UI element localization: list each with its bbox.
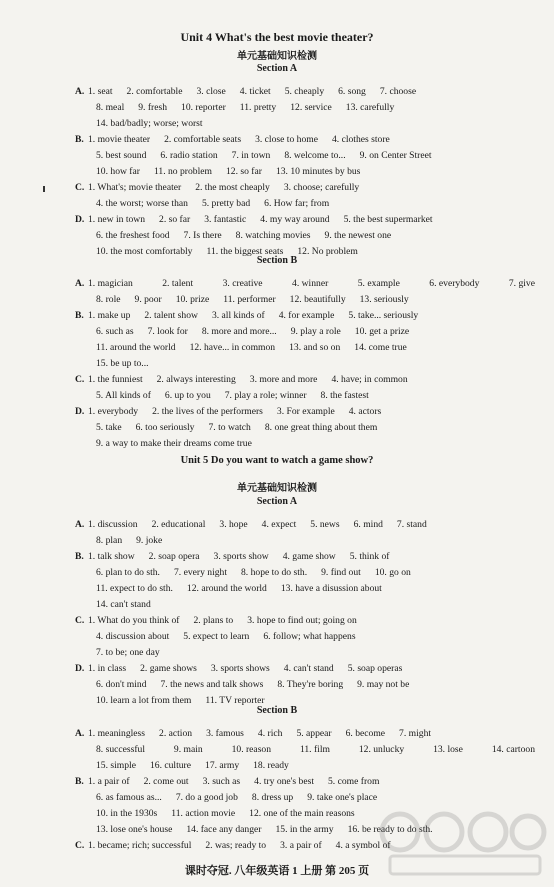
answer-line bbox=[0, 629, 554, 645]
answer-item: 10. get a prize bbox=[354, 326, 410, 337]
answer-item: 4. the worst; worse than bbox=[96, 198, 188, 209]
answer-item: 7. might bbox=[399, 728, 432, 739]
answer-item: 4. try one's best bbox=[254, 776, 314, 787]
exercise-label: B. bbox=[75, 134, 84, 145]
answer-item: 5. think of bbox=[349, 551, 390, 562]
answer-item: 5. take... seriously bbox=[348, 310, 419, 321]
answer-item: 12. around the world bbox=[186, 583, 267, 594]
answer-item: 13. lose bbox=[433, 744, 463, 755]
answer-item: 1. new in town bbox=[88, 214, 146, 225]
answer-item: 1. became; rich; successful bbox=[88, 840, 192, 851]
answer-line bbox=[0, 436, 554, 452]
answer-item: 2. the lives of the performers bbox=[152, 406, 263, 417]
answer-item: 5. soap operas bbox=[347, 663, 403, 674]
answer-item: 10. prize bbox=[175, 294, 210, 305]
answer-line bbox=[0, 565, 554, 581]
answer-item: 8. successful bbox=[96, 744, 146, 755]
answer-item: 2. talent show bbox=[144, 310, 198, 321]
answer-item: 6. everybody bbox=[429, 278, 480, 289]
answer-item: 13. seriously bbox=[359, 294, 409, 305]
answer-item: 9. fresh bbox=[138, 102, 168, 113]
exercise-label: C. bbox=[75, 840, 85, 851]
answer-item: 8. one great thing about them bbox=[264, 422, 378, 433]
answer-line bbox=[0, 774, 554, 790]
answer-item: 12. beautifully bbox=[289, 294, 346, 305]
answer-item: 2. was; ready to bbox=[205, 840, 267, 851]
exercise-label: C. bbox=[75, 182, 85, 193]
answer-item: 9. joke bbox=[136, 535, 163, 546]
answer-item: 8. meal bbox=[96, 102, 125, 113]
answer-item: 10. in the 1930s bbox=[96, 808, 158, 819]
answer-item: 10. the most comfortably bbox=[96, 246, 193, 257]
answer-line bbox=[0, 148, 554, 164]
answer-item: 6. How far; from bbox=[264, 198, 330, 209]
answer-item: 4. my way around bbox=[260, 214, 330, 225]
answer-item: 2. plans to bbox=[193, 615, 234, 626]
answer-item: 1. a pair of bbox=[88, 776, 130, 787]
answer-item: 2. talent bbox=[162, 278, 194, 289]
answer-item: 3. famous bbox=[206, 728, 244, 739]
answer-line bbox=[0, 549, 554, 565]
answer-item: 12. No problem bbox=[297, 246, 358, 257]
exercise-label: A. bbox=[75, 519, 85, 530]
answer-line bbox=[0, 645, 554, 661]
answer-item: 1. discussion bbox=[88, 519, 138, 530]
answer-item: 7. to be; one day bbox=[96, 647, 160, 658]
answer-item: 2. soap opera bbox=[148, 551, 200, 562]
answer-item: 4. expect bbox=[261, 519, 297, 530]
answer-item: 1. magician bbox=[88, 278, 133, 289]
exercise-label: A. bbox=[75, 86, 85, 97]
answer-item: 15. simple bbox=[96, 760, 136, 771]
answer-item: 3. all kinds of bbox=[211, 310, 265, 321]
answer-item: 13. have a disussion about bbox=[280, 583, 382, 594]
answer-item: 9. take one's place bbox=[307, 792, 378, 803]
answer-line bbox=[0, 356, 554, 372]
answer-item: 6. plan to do sth. bbox=[96, 567, 160, 578]
answer-line bbox=[0, 84, 554, 100]
answer-item: 1. What do you think of bbox=[88, 615, 180, 626]
answer-item: 3. sports shows bbox=[210, 663, 270, 674]
answer-item: 3. hope bbox=[219, 519, 248, 530]
answer-item: 5. pretty bad bbox=[201, 198, 251, 209]
answer-line bbox=[0, 404, 554, 420]
answer-line bbox=[0, 613, 554, 629]
answer-item: 5. news bbox=[310, 519, 340, 530]
answer-item: 6. become bbox=[345, 728, 386, 739]
answer-item: 5. the best supermarket bbox=[343, 214, 433, 225]
answer-item: 3. fantastic bbox=[204, 214, 247, 225]
answer-item: 8. hope to do sth. bbox=[241, 567, 308, 578]
answer-item: 4. discussion about bbox=[96, 631, 170, 642]
answer-line bbox=[0, 228, 554, 244]
answer-item: 8. role bbox=[96, 294, 121, 305]
answer-item: 3. close bbox=[196, 86, 226, 97]
section-title: Section A bbox=[256, 496, 298, 507]
answer-line bbox=[0, 388, 554, 404]
answer-line bbox=[0, 758, 554, 774]
answer-item: 5. expect to learn bbox=[183, 631, 250, 642]
answer-item: 15. be up to... bbox=[96, 358, 149, 369]
answer-line bbox=[0, 132, 554, 148]
answer-item: 7. to watch bbox=[208, 422, 251, 433]
answer-item: 10. go on bbox=[374, 567, 411, 578]
answer-item: 18. ready bbox=[253, 760, 289, 771]
answer-item: 14. face any danger bbox=[186, 824, 262, 835]
answer-item: 11. expect to do sth. bbox=[96, 583, 173, 594]
unit-5-title: Unit 5 Do you want to watch a game show? bbox=[180, 455, 374, 466]
answer-item: 6. such as bbox=[96, 326, 134, 337]
answer-item: 3. a pair of bbox=[280, 840, 322, 851]
answer-item: 14. can't stand bbox=[96, 599, 151, 610]
answer-item: 11. performer bbox=[223, 294, 276, 305]
answer-line bbox=[0, 276, 554, 292]
exercise-label: D. bbox=[75, 214, 85, 225]
answer-item: 1. make up bbox=[88, 310, 131, 321]
answer-line bbox=[0, 581, 554, 597]
page-footer: 课时夺冠. 八年级英语 1 上册 第 205 页 bbox=[184, 865, 370, 877]
answer-item: 3. such as bbox=[202, 776, 241, 787]
answer-item: 4. can't stand bbox=[283, 663, 334, 674]
answer-item: 15. in the army bbox=[275, 824, 334, 835]
answer-item: 9. play a role bbox=[290, 326, 341, 337]
answer-item: 5. best sound bbox=[96, 150, 147, 161]
answer-item: 6. too seriously bbox=[135, 422, 195, 433]
answer-item: 11. pretty bbox=[239, 102, 277, 113]
answer-item: 4. ticket bbox=[239, 86, 271, 97]
answer-item: 1. meaningless bbox=[88, 728, 146, 739]
answer-item: 5. All kinds of bbox=[96, 390, 151, 401]
answer-item: 10. reason bbox=[231, 744, 272, 755]
answer-item: 6. don't mind bbox=[96, 679, 147, 690]
answer-item: 12. have... in common bbox=[189, 342, 276, 353]
answer-item: 8. They're boring bbox=[277, 679, 344, 690]
answer-item: 11. around the world bbox=[96, 342, 176, 353]
answer-item: 5. appear bbox=[296, 728, 332, 739]
answer-line bbox=[0, 677, 554, 693]
answer-item: 9. find out bbox=[321, 567, 361, 578]
answer-line bbox=[0, 597, 554, 613]
answer-item: 8. plan bbox=[96, 535, 123, 546]
answer-item: 8. welcome to... bbox=[284, 150, 346, 161]
exercise-label: C. bbox=[75, 374, 85, 385]
answer-line bbox=[0, 196, 554, 212]
answer-item: 6. the freshest food bbox=[96, 230, 170, 241]
exercise-label: B. bbox=[75, 551, 84, 562]
exercise-label: D. bbox=[75, 406, 85, 417]
answer-item: 14. come true bbox=[354, 342, 407, 353]
answer-item: 3. For example bbox=[276, 406, 335, 417]
answer-item: 12. so far bbox=[225, 166, 262, 177]
answer-item: 2. so far bbox=[159, 214, 191, 225]
answer-item: 9. poor bbox=[134, 294, 162, 305]
answer-line bbox=[0, 100, 554, 116]
answer-item: 12. service bbox=[290, 102, 332, 113]
answer-line bbox=[0, 517, 554, 533]
answer-line bbox=[0, 533, 554, 549]
answer-line bbox=[0, 726, 554, 742]
answer-line bbox=[0, 742, 554, 758]
answer-item: 1. talk show bbox=[88, 551, 135, 562]
answer-item: 11. the biggest seats bbox=[206, 246, 284, 257]
answer-item: 2. game shows bbox=[140, 663, 197, 674]
answer-item: 8. the fastest bbox=[320, 390, 369, 401]
answer-item: 11. TV reporter bbox=[205, 695, 265, 706]
answer-line bbox=[0, 340, 554, 356]
answer-item: 6. radio station bbox=[160, 150, 218, 161]
answer-item: 2. comfortable seats bbox=[164, 134, 242, 145]
answer-item: 6. as famous as... bbox=[96, 792, 162, 803]
answer-line bbox=[0, 292, 554, 308]
unit-4-title: Unit 4 What's the best movie theater? bbox=[180, 30, 374, 44]
answer-item: 4. winner bbox=[292, 278, 329, 289]
answer-item: 10. how far bbox=[96, 166, 140, 177]
answer-item: 9. the newest one bbox=[324, 230, 392, 241]
answer-line bbox=[0, 420, 554, 436]
answer-item: 3. close to home bbox=[255, 134, 318, 145]
section-title: Section A bbox=[256, 63, 298, 74]
answer-item: 17. army bbox=[205, 760, 240, 771]
answer-item: 13. 10 minutes by bus bbox=[275, 166, 361, 177]
answer-item: 7. look for bbox=[147, 326, 188, 337]
answer-item: 8. watching movies bbox=[235, 230, 311, 241]
answer-line bbox=[0, 116, 554, 132]
exercise-label: B. bbox=[75, 776, 84, 787]
answer-item: 10. reporter bbox=[181, 102, 226, 113]
answer-item: 11. action movie bbox=[171, 808, 236, 819]
answer-item: 3. sports show bbox=[213, 551, 269, 562]
unit-4-subtitle: 单元基础知识检测 bbox=[237, 51, 317, 62]
answer-item: 4. have; in common bbox=[331, 374, 408, 385]
answer-item: 7. stand bbox=[396, 519, 427, 530]
answer-item: 4. game show bbox=[282, 551, 336, 562]
answer-item: 3. choose; carefully bbox=[283, 182, 360, 193]
section-title: Section B bbox=[256, 255, 298, 266]
answer-item: 11. no problem bbox=[153, 166, 212, 177]
answer-item: 4. clothes store bbox=[331, 134, 390, 145]
answer-item: 3. creative bbox=[222, 278, 263, 289]
answer-item: 1. What's; movie theater bbox=[88, 182, 182, 193]
answer-item: 9. may not be bbox=[357, 679, 410, 690]
exercise-label: A. bbox=[75, 278, 85, 289]
answer-item: 1. the funniest bbox=[88, 374, 143, 385]
answer-item: 7. choose bbox=[379, 86, 417, 97]
answer-item: 5. example bbox=[357, 278, 400, 289]
answer-item: 9. main bbox=[173, 744, 203, 755]
answer-item: 14. bad/badly; worse; worst bbox=[96, 118, 203, 129]
answer-item: 9. a way to make their dreams come true bbox=[96, 438, 252, 449]
answer-item: 5. cheaply bbox=[284, 86, 325, 97]
answer-line bbox=[0, 372, 554, 388]
answer-item: 4. a symbol of bbox=[335, 840, 391, 851]
answer-item: 7. give bbox=[508, 278, 535, 289]
exercise-label: A. bbox=[75, 728, 85, 739]
answer-item: 7. do a good job bbox=[175, 792, 238, 803]
answer-line bbox=[0, 790, 554, 806]
answer-item: 16. be ready to do sth. bbox=[347, 824, 433, 835]
answer-item: 8. dress up bbox=[251, 792, 294, 803]
answer-item: 2. the most cheaply bbox=[195, 182, 270, 193]
answer-item: 4. for example bbox=[278, 310, 335, 321]
answer-item: 5. take bbox=[96, 422, 122, 433]
answer-item: 13. lose one's house bbox=[96, 824, 173, 835]
answer-line bbox=[0, 164, 554, 180]
answer-item: 7. in town bbox=[231, 150, 271, 161]
answer-item: 1. seat bbox=[88, 86, 113, 97]
answer-item: 6. up to you bbox=[164, 390, 211, 401]
answer-item: 10. learn a lot from them bbox=[96, 695, 192, 706]
answer-item: 2. come out bbox=[143, 776, 189, 787]
exercise-label: C. bbox=[75, 615, 85, 626]
answer-item: 12. one of the main reasons bbox=[249, 808, 355, 819]
answer-item: 4. rich bbox=[257, 728, 283, 739]
answer-line bbox=[0, 212, 554, 228]
answer-item: 9. on Center Street bbox=[359, 150, 432, 161]
section-title: Section B bbox=[256, 705, 298, 716]
answer-item: 13. and so on bbox=[289, 342, 341, 353]
answer-line bbox=[0, 324, 554, 340]
answer-line bbox=[0, 661, 554, 677]
answer-item: 11. film bbox=[299, 744, 330, 755]
answer-item: 16. culture bbox=[149, 760, 192, 771]
exercise-label: D. bbox=[75, 663, 85, 674]
answer-item: 14. cartoon bbox=[491, 744, 535, 755]
answer-item: 2. educational bbox=[151, 519, 206, 530]
answer-item: 7. every night bbox=[173, 567, 227, 578]
answer-item: 8. more and more... bbox=[201, 326, 277, 337]
answer-item: 5. come from bbox=[328, 776, 380, 787]
answer-item: 6. song bbox=[338, 86, 366, 97]
answer-item: 1. everybody bbox=[88, 406, 139, 417]
answer-line bbox=[0, 308, 554, 324]
answer-item: 2. action bbox=[159, 728, 193, 739]
answer-item: 4. actors bbox=[348, 406, 382, 417]
answer-item: 3. hope to find out; going on bbox=[247, 615, 357, 626]
answer-item: 1. movie theater bbox=[88, 134, 151, 145]
answer-item: 1. in class bbox=[88, 663, 127, 674]
answer-item: 3. more and more bbox=[249, 374, 318, 385]
answer-item: 2. always interesting bbox=[156, 374, 236, 385]
answer-item: 7. the news and talk shows bbox=[160, 679, 264, 690]
answer-item: 7. play a role; winner bbox=[224, 390, 307, 401]
exercise-label: B. bbox=[75, 310, 84, 321]
answer-item: 6. follow; what happens bbox=[263, 631, 356, 642]
unit-5-subtitle: 单元基础知识检测 bbox=[237, 483, 317, 494]
answer-item: 6. mind bbox=[353, 519, 383, 530]
answer-item: 2. comfortable bbox=[126, 86, 183, 97]
answer-item: 13. carefully bbox=[345, 102, 395, 113]
answer-item: 7. Is there bbox=[183, 230, 222, 241]
answer-item: 12. unlucky bbox=[358, 744, 405, 755]
answer-line bbox=[0, 180, 554, 196]
